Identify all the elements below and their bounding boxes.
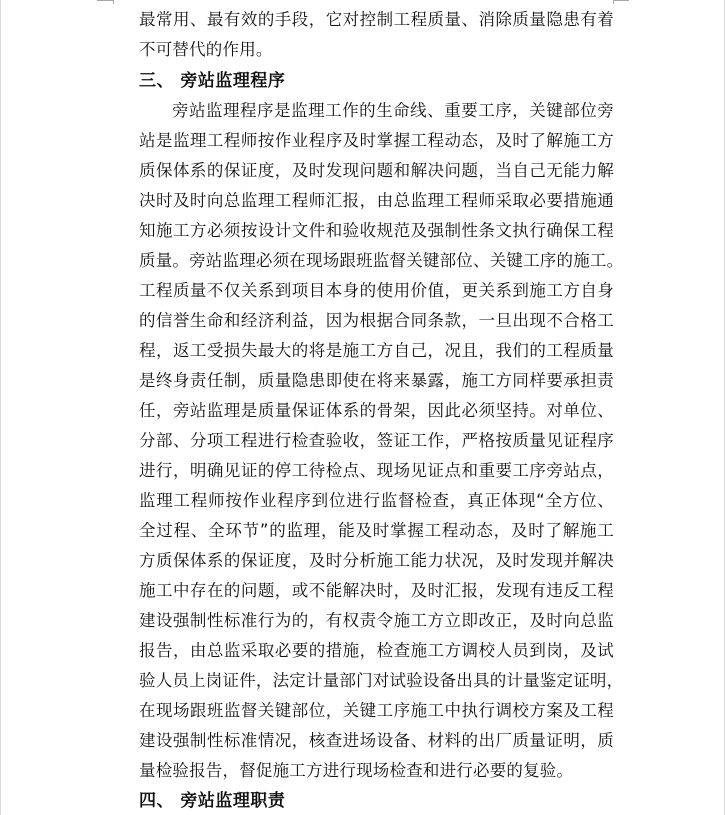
body-line: 站是监理工程师按作业程序及时掌握工程动态，及时了解施工方	[139, 131, 614, 150]
body-line: 任，旁站监理是质量保证体系的骨架，因此必须坚持。对单位、	[139, 401, 614, 420]
body-line: 知施工方必须按设计文件和验收规范及强制性条文执行确保工程	[139, 221, 614, 240]
body-line: 分部、分项工程进行检查验收，签证工作，严格按质量见证程序	[139, 431, 614, 450]
crop-mark-top-left-vertical	[113, 0, 114, 4]
body-line: 全过程、全环节”的监理，能及时掌握工程动态，及时了解施工	[139, 521, 614, 540]
body-line: 质量。旁站监理必须在现场跟班监督关键部位、关键工序的施工。	[139, 251, 624, 270]
body-line: 监理工程师按作业程序到位进行监督检查，真正体现“全方位、	[139, 491, 614, 510]
body-line: 量检验报告，督促施工方进行现场检查和进行必要的复验。	[139, 761, 574, 780]
body-line: 建设强制性标准行为的，有权责令施工方立即改正，及时向总监	[139, 611, 614, 630]
body-line: 程，返工受损失最大的将是施工方自己，况且，我们的工程质量	[139, 341, 614, 360]
body-line: 方质保体系的保证度，及时分析施工能力状况，及时发现并解决	[139, 551, 614, 570]
section-4-heading: 四、 旁站监理职责	[139, 791, 286, 811]
crop-mark-top-left-horizontal	[97, 0, 113, 1]
body-line: 旁站监理程序是监理工作的生命线、重要工序，关键部位旁	[172, 101, 614, 120]
body-line: 建设强制性标准情况，核查进场设备、材料的出厂质量证明，质	[139, 731, 614, 750]
body-line: 在现场跟班监督关键部位，关键工序施工中执行调校方案及工程	[139, 701, 614, 720]
body-line: 决时及时向总监理工程师汇报，由总监理工程师采取必要措施通	[139, 191, 614, 210]
body-line: 报告，由总监采取必要的措施，检查施工方调校人员到岗，及试	[139, 641, 614, 660]
body-line: 进行，明确见证的停工待检点、现场见证点和重要工序旁站点，	[139, 461, 614, 480]
intro-line-1: 最常用、最有效的手段，它对控制工程质量、消除质量隐患有着	[139, 10, 614, 29]
body-line: 施工中存在的问题，或不能解决时，及时汇报，发现有违反工程	[139, 581, 614, 600]
body-line: 验人员上岗证件，法定计量部门对试验设备出具的计量鉴定证明，	[139, 671, 624, 690]
crop-mark-top-right-vertical	[613, 0, 614, 4]
body-line: 的信誉生命和经济利益，因为根据合同条款，一旦出现不合格工	[139, 311, 614, 330]
body-line: 质保体系的保证度，及时发现问题和解决问题，当自己无能力解	[139, 161, 614, 180]
body-line: 工程质量不仅关系到项目本身的使用价值，更关系到施工方自身	[139, 281, 614, 300]
crop-mark-top-right-horizontal	[613, 0, 629, 1]
section-3-heading: 三、 旁站监理程序	[139, 71, 286, 91]
intro-line-2: 不可替代的作用。	[139, 40, 273, 59]
body-line: 是终身责任制，质量隐患即使在将来暴露，施工方同样要承担责	[139, 371, 614, 390]
